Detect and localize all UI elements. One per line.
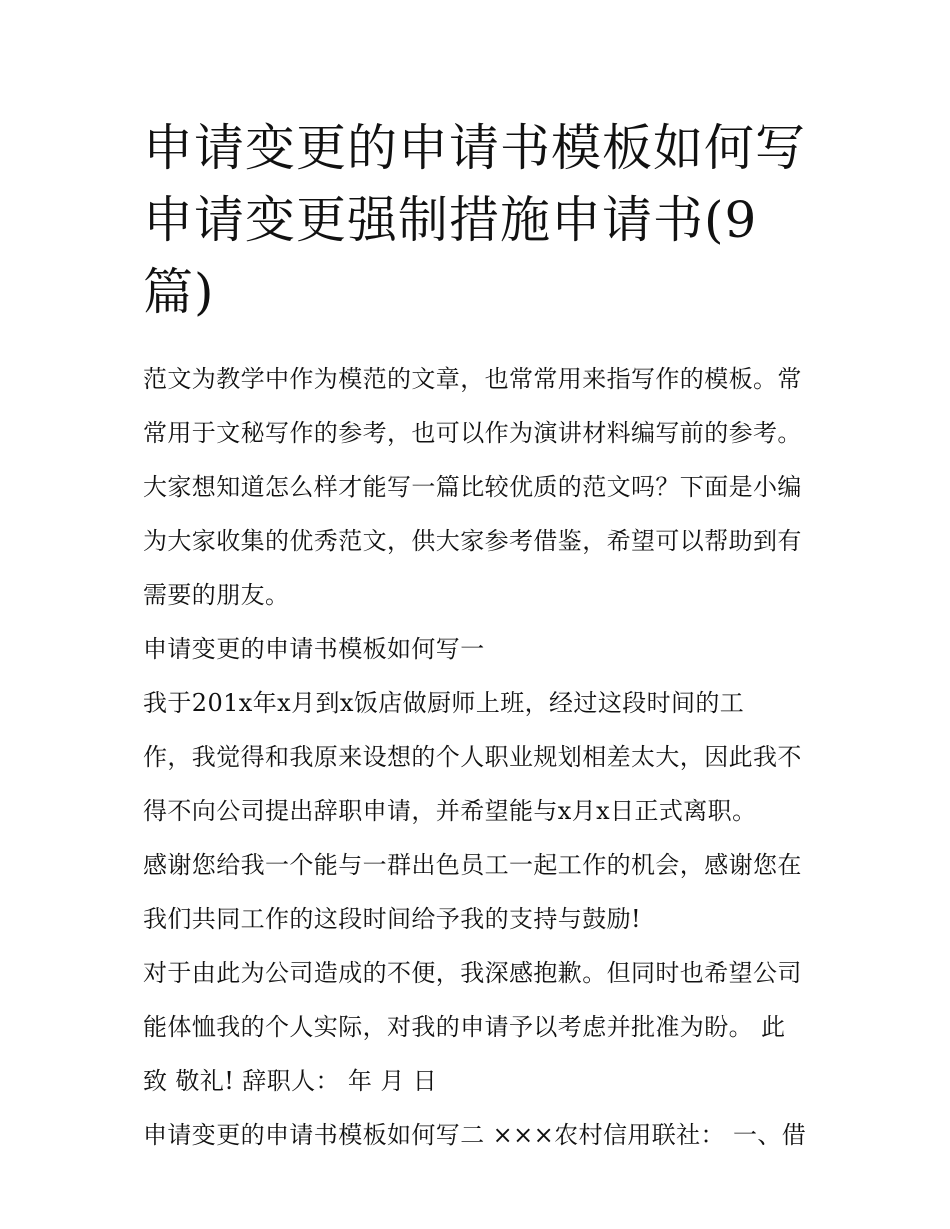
body-line: 得不向公司提出辞职申请，并希望能与x月x日正式离职。	[143, 797, 757, 825]
section-heading: 申请变更的申请书模板如何写一	[143, 635, 485, 663]
title-line: 申请变更的申请书模板如何写	[143, 119, 806, 177]
body-line: 我们共同工作的这段时间给予我的支持与鼓励!	[143, 905, 642, 933]
body-line: 常用于文秘写作的参考，也可以作为演讲材料编写前的参考。	[143, 419, 802, 447]
body-line: 我于201x年x月到x饭店做厨师上班，经过这段时间的工	[143, 689, 745, 717]
body-line: 为大家收集的优秀范文，供大家参考借鉴，希望可以帮助到有	[143, 527, 802, 555]
body-line: 致 敬礼! 辞职人： 年 月 日	[143, 1067, 438, 1095]
body-line: 作，我觉得和我原来设想的个人职业规划相差太大，因此我不	[143, 743, 802, 771]
body-line: 感谢您给我一个能与一群出色员工一起工作的机会，感谢您在	[143, 851, 802, 879]
body-line: 大家想知道怎么样才能写一篇比较优质的范文吗？下面是小编	[143, 473, 802, 501]
title-line: 篇)	[143, 263, 215, 321]
document-body	[143, 352, 823, 1162]
document-title	[143, 112, 823, 328]
section-heading: 申请变更的申请书模板如何写二 ×××农村信用联社： 一、借	[143, 1121, 807, 1149]
title-line: 申请变更强制措施申请书(9	[143, 191, 758, 249]
body-line: 对于由此为公司造成的不便，我深感抱歉。但同时也希望公司	[143, 959, 802, 987]
body-line: 范文为教学中作为模范的文章，也常常用来指写作的模板。常	[143, 365, 802, 393]
body-line: 能体恤我的个人实际，对我的申请予以考虑并批准为盼。 此	[143, 1013, 786, 1041]
body-line: 需要的朋友。	[143, 581, 290, 609]
